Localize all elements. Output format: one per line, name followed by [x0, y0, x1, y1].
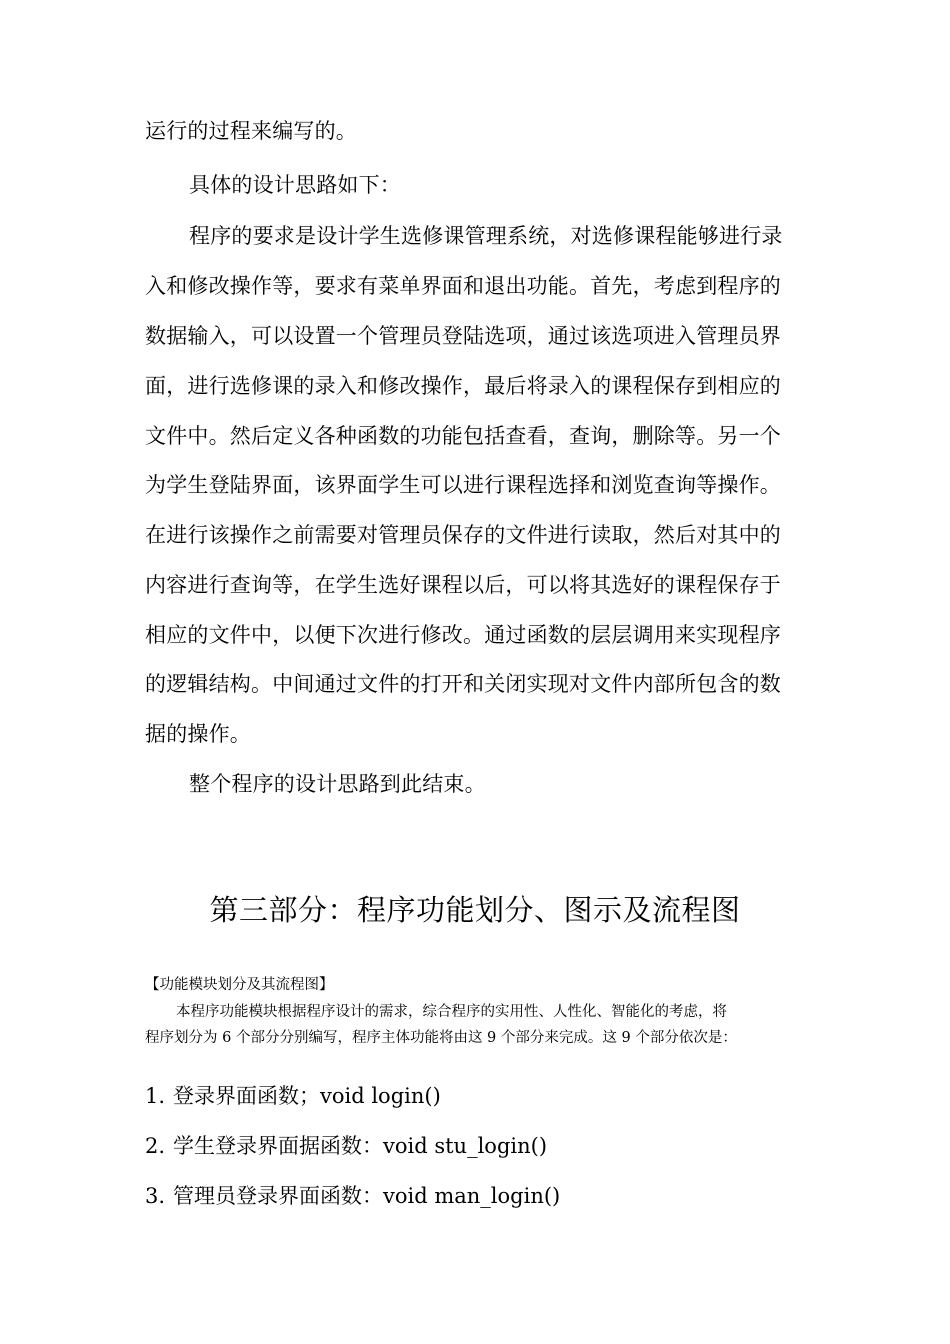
list-text: 管理员登录界面函数：void man_login(): [173, 1184, 561, 1208]
paragraph-line: 入和修改操作等，要求有菜单界面和退出功能。首先，考虑到程序的: [145, 274, 781, 298]
paragraph-line: 程序的要求是设计学生选修课管理系统，对选修课程能够进行录: [189, 224, 783, 248]
paragraph-line: 内容进行查询等，在学生选好课程以后，可以将其选好的课程保存于: [145, 573, 781, 597]
paragraph-line: 运行的过程来编写的。: [145, 119, 357, 143]
list-item: [145, 1131, 805, 1161]
list-number: 3.: [145, 1184, 166, 1208]
list-item: [145, 1181, 805, 1211]
section-title: 第三部分：程序功能划分、图示及流程图: [209, 893, 741, 927]
paragraph-line: 面，进行选修课的录入和修改操作，最后将录入的课程保存到相应的: [145, 374, 781, 398]
paragraph-line: 数据输入，可以设置一个管理员登陆选项，通过该选项进入管理员界: [145, 324, 781, 348]
list-number: 1.: [145, 1084, 166, 1108]
subheading: 【功能模块划分及其流程图】: [145, 977, 334, 993]
paragraph-line: 在进行该操作之前需要对管理员保存的文件进行读取，然后对其中的: [145, 523, 781, 547]
intro-line: 本程序功能模块根据程序设计的需求，综合程序的实用性、人性化、智能化的考虑，将: [176, 1004, 727, 1020]
paragraph-line: 文件中。然后定义各种函数的功能包括查看，查询，删除等。另一个: [145, 424, 781, 448]
paragraph-line: 为学生登陆界面，该界面学生可以进行课程选择和浏览查询等操作。: [145, 473, 781, 497]
paragraph-line: 整个程序的设计思路到此结束。: [189, 772, 486, 796]
paragraph-line: 具体的设计思路如下：: [189, 173, 401, 197]
paragraph-line: 的逻辑结构。中间通过文件的打开和关闭实现对文件内部所包含的数: [145, 672, 781, 696]
paragraph-line: 据的操作。: [145, 722, 251, 746]
paragraph-line: 相应的文件中，以便下次进行修改。通过函数的层层调用来实现程序: [145, 623, 781, 647]
list-text: 学生登录界面据函数：void stu_login(): [173, 1134, 548, 1158]
list-item: [145, 1081, 805, 1111]
list-number: 2.: [145, 1134, 166, 1158]
list-text: 登录界面函数；void login(): [173, 1084, 441, 1108]
intro-line: 程序划分为 6 个部分分别编写，程序主体功能将由这 9 个部分来完成。这 9 个部分依次是：: [145, 1030, 737, 1046]
